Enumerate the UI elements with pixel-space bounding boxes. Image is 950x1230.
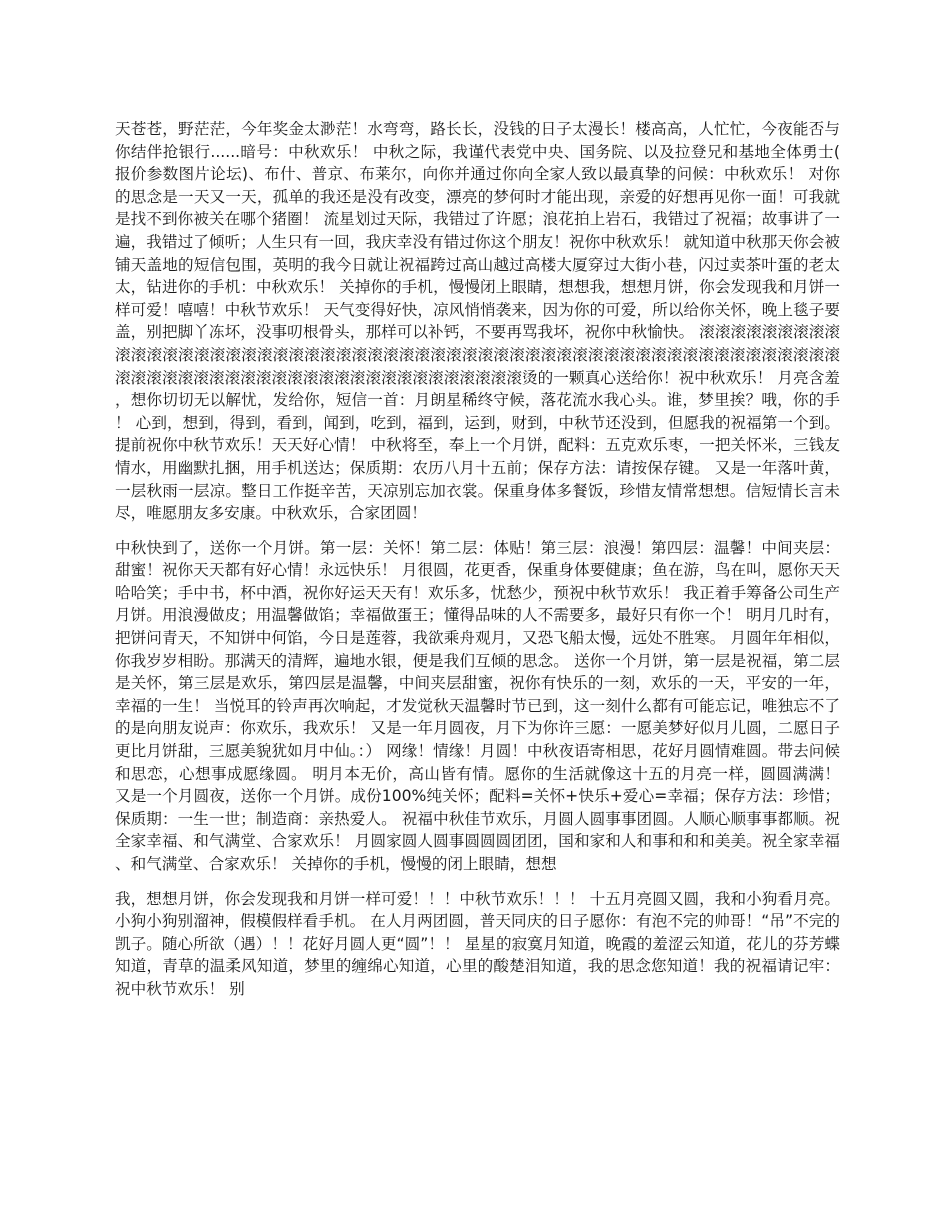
paragraph-2: 中秋快到了，送你一个月饼。第一层：关怀！第二层：体贴！第三层：浪漫！第四层：温馨！中间夹层：甜蜜！祝你天天都有好心情！永远快乐！ 月很圆，花更香，保重身体要健康；鱼在游，鸟在叫，愿你天天哈哈笑；手中书，杯中酒，祝你好运天天有！欢乐多，忧愁少，预祝中秋节欢乐！ 我正着手筹备公司生产月饼。用浪漫做皮；用温馨做馅；幸福做蛋王；懂得品味的人不需要多，最好只有你一个！ 明月几时有，把饼问青天，不知饼中何馅，今日是莲蓉，我欲乘舟观月，又恐飞船太慢，远处不胜寒。 月圆年年相似，你我岁岁相盼。那满天的清辉，遍地水银，便是我们互倾的思念。 送你一个月饼，第一层是祝福，第二层是关怀，第三层是欢乐，第四层是温馨，中间夹层甜蜜，祝你有快乐的一刻，欢乐的一天，平安的一年，幸福的一生！ 当悦耳的铃声再次响起，才发觉秋天温馨时节已到，这一刻什么都有可能忘记，唯独忘不了的是向朋友说声：你欢乐，我欢乐！ 又是一年月圆夜，月下为你许三愿：一愿美梦好似月儿圆，二愿日子更比月饼甜，三愿美貌犹如月中仙。：） 网缘！情缘！月圆！中秋夜语寄相思，花好月圆情难圆。带去问候和思恋，心想事成愿缘圆。 明月本无价，高山皆有情。愿你的生活就像这十五的月亮一样，圆圆满满！ 又是一个月圆夜，送你一个月饼。成份100%纯关怀；配料=关怀+快乐+爱心=幸福；保存方法：珍惜；保质期：一生一世；制造商：亲热爱人。 祝福中秋佳节欢乐，月圆人圆事事团圆。人顺心顺事事都顺。祝全家幸福、和气满堂、合家欢乐！ 月圆家圆人圆事圆圆圆团团，国和家和人和事和和和美美。祝全家幸福、和气满堂、合家欢乐！ 关掉你的手机，慢慢的闭上眼睛，想想 <box>115 538 840 873</box>
paragraph-3: 我，想想月饼，你会发现我和月饼一样可爱！！！中秋节欢乐！！！ 十五月亮圆又圆，我和小狗看月亮。小狗小狗别溜神，假模假样看手机。 在人月两团圆，普天同庆的日子愿你：有泡不完的帅哥！“吊”不完的凯子。随心所欲（遇）！！花好月圆人更“圆”！！ 星星的寂寞月知道，晚霞的羞涩云知道，花儿的芬芳蝶知道，青草的温柔风知道，梦里的缠绵心知道，心里的酸楚泪知道，我的思念您知道！我的祝福请记牢：祝中秋节欢乐！ 别 <box>115 889 840 998</box>
document-body <box>115 118 840 1013</box>
paragraph-1: 天苍苍，野茫茫，今年奖金太渺茫！水弯弯，路长长，没钱的日子太漫长！楼高高，人忙忙，今夜能否与你结伴抢银行......暗号：中秋欢乐！ 中秋之际，我谨代表党中央、国务院、以及拉登兄和基地全体勇士(报价参数图片论坛)、布什、普京、布莱尔，向你并通过你向全家人致以最真挚的问候：中秋欢乐！ 对你的思念是一天又一天，孤单的我还是没有改变，漂亮的梦何时才能出现，亲爱的好想再见你一面！可我就是找不到你被关在哪个猪圈！ 流星划过天际，我错过了许愿；浪花拍上岩石，我错过了祝福；故事讲了一遍，我错过了倾听；人生只有一回，我庆幸没有错过你这个朋友！祝你中秋欢乐！ 就知道中秋那天你会被铺天盖地的短信包围，英明的我今日就让祝福跨过高山越过高楼大厦穿过大街小巷，闪过卖茶叶蛋的老太太，钻进你的手机：中秋欢乐！ 关掉你的手机，慢慢闭上眼睛，想想我，想想月饼，你会发现我和月饼一样可爱！嘻嘻！中秋节欢乐！ 天气变得好快，凉风悄悄袭来，因为你的可爱，所以给你关怀，晚上毯子要盖，别把脚丫冻坏，没事叨根骨头，那样可以补钙，不要再骂我坏，祝你中秋愉快。 滚滚滚滚滚滚滚滚滚滚滚滚滚滚滚滚滚滚滚滚滚滚滚滚滚滚滚滚滚滚滚滚滚滚滚滚滚滚滚滚滚滚滚滚滚滚滚滚滚滚滚滚滚滚滚滚滚滚滚滚滚滚滚滚滚滚滚滚滚滚滚滚滚滚滚滚滚滚滚滚滚烫的一颗真心送给你！祝中秋欢乐！ 月亮含羞，想你切切无以解忧，发给你，短信一首：月朗星稀终守候，落花流水我心头。谁，梦里挨？哦，你的手！ 心到，想到，得到，看到，闻到，吃到，福到，运到，财到，中秋节还没到，但愿我的祝福第一个到。提前祝你中秋节欢乐！天天好心情！ 中秋将至，奉上一个月饼，配料：五克欢乐枣，一把关怀米，三钱友情水，用幽默扎捆，用手机送达；保质期：农历八月十五前；保存方法：请按保存键。 又是一年落叶黄，一层秋雨一层凉。整日工作挺辛苦，天凉别忘加衣裳。保重身体多餐饭，珍惜友情常想想。信短情长言未尽，唯愿朋友多安康。中秋欢乐，合家团圆！ <box>115 120 840 523</box>
